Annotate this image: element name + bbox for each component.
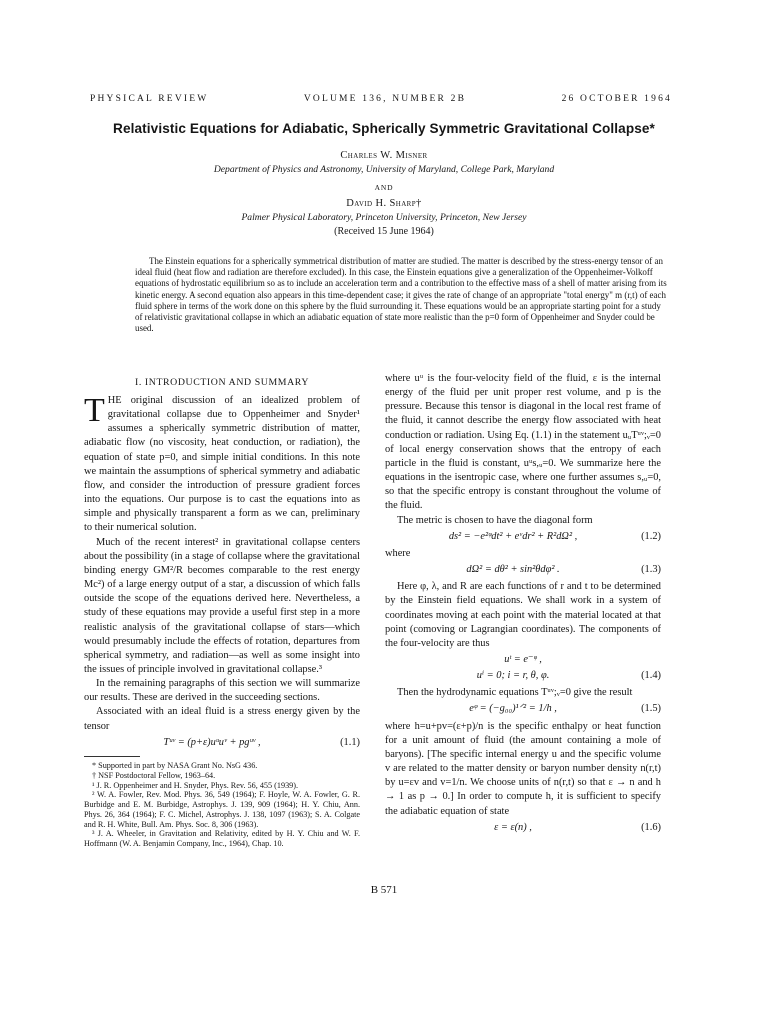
received-date: (Received 15 June 1964)	[334, 226, 434, 237]
abstract-text: The Einstein equations for a spherically symmetrical distribution of matter are studied. The matter is described by the stress-energy tensor of an ideal fluid (heat flow and radiation are therefore excluded). In this case, the Einstein equations give a generalization of the Oppenheimer-Volkoff equations of hydrostatic equilibrium so as to include an acceleration term and a contribution to the effective mass of a shell of matter arising from its kinetic energy. A second equation also appears in this time-dependent case; it gives the rate of change of an appropriate "total energy" m (r,t) of each fluid sphere in terms of the work done on this sphere by the fluid surrounding it. These equations would be an appropriate starting point for a study of relativistic gravitational collapse in which an adiabatic equation of state more realistic than the p=0 form of Oppenheimer and Snyder could be used.	[135, 256, 667, 334]
footnote: ² W. A. Fowler, Rev. Mod. Phys. 36, 549 (1964); F. Hoyle, W. A. Fowler, G. R. Burbidge and E. M. Burbidge, Astrophys. J. 139, 909 (1964); H. Y. Chiu, Ann. Phys. 26, 364 (1964); F. C. Michel, Astrophys. J. 138, 1097 (1963); S. A. Colgate and R. H. White, Bull. Am. Phys. Soc. 8, 306 (1963).	[84, 790, 360, 829]
equation-1-6-body: ε = ε(n) ,	[494, 821, 532, 833]
author-1: Charles W. Misner	[340, 150, 428, 161]
journal-name: PHYSICAL REVIEW	[90, 94, 209, 104]
abstract	[135, 256, 669, 334]
footnotes	[84, 761, 360, 849]
intro-paragraph-1	[84, 394, 360, 536]
intro-paragraph-2: Much of the recent interest² in gravitational collapse centers about the possibility (in a stage of collapse where the gravitational binding energy GM²/R becomes comparable to the rest energy Mc²) of a large energy output of a star, a discussion of which falls outside the scope of the equations derived here. Nevertheless, a study of these equations may provide a useful first step in a more realistic analysis of the gravitational collapse of stars—which would presumably include the effects of rotation, departures from spherical symmetry, and radiation—as well as some insight into the issues of principle involved in gravitational collapse.³	[84, 536, 360, 675]
right-paragraph-5: where h=u+pv=(ε+p)/n is the specific enthalpy or heat function for a unit amount of fluid (the amount containing a mole of baryons). [The specific internal energy u and the specific volume v are related to the matter density or baryon number density n(r,t) by u=εv and v=1/n. We choose units of n(r,t) so that ε → n and h → 1 as p → 0.] In order to compute h, it is sufficient to specify the adiabatic equation of state	[385, 720, 661, 817]
equation-1-4-number: (1.4)	[641, 670, 661, 682]
equation-1-4	[385, 669, 661, 683]
equation-1-4b-body: uⁱ = 0; i = r, θ, φ.	[476, 670, 550, 682]
equation-1-3	[385, 563, 661, 577]
right-paragraph-3: Here φ, λ, and R are each functions of r and t to be determined by the Einstein field equations. We shall work in a system of coordinates moving at each point with the material located at that point (comoving or Lagrangian coordinates). The components of the four-velocity are thus	[385, 581, 661, 649]
running-head	[90, 94, 672, 104]
intro-paragraph-3: In the remaining paragraphs of this section we will summarize our results. These are derived in the succeeding sections.	[84, 678, 360, 704]
equation-1-5	[385, 702, 661, 716]
equation-1-4a	[385, 653, 661, 667]
issue-date: 26 OCTOBER 1964	[561, 94, 672, 104]
equation-1-5-number: (1.5)	[641, 703, 661, 715]
affiliation-2: Palmer Physical Laboratory, Princeton University, Princeton, New Jersey	[241, 212, 527, 223]
equation-1-6	[385, 821, 661, 835]
equation-1-1	[84, 736, 360, 750]
drop-cap: T	[84, 392, 105, 429]
equation-1-1-body: Tᵘᵛ = (p+ε)uᵘuᵛ + pgᵘᵛ ,	[163, 736, 261, 748]
page-number: B 571	[370, 884, 398, 896]
footnote: † NSF Postdoctoral Fellow, 1963–64.	[92, 770, 216, 780]
volume-number: VOLUME 136, NUMBER 2B	[303, 94, 467, 104]
paper-title: Relativistic Equations for Adiabatic, Spherically Symmetric Gravitational Collapse*	[113, 121, 655, 136]
right-paragraph-2: The metric is chosen to have the diagonal form	[397, 514, 593, 526]
equation-1-1-number: (1.1)	[340, 736, 360, 748]
equation-1-4a-body: uᵗ = e⁻ᵠ ,	[504, 653, 542, 665]
equation-1-2-number: (1.2)	[641, 530, 661, 542]
equation-1-6-number: (1.6)	[641, 821, 661, 833]
left-column	[84, 372, 360, 849]
footnote: ¹ J. R. Oppenheimer and H. Snyder, Phys. Rev. 56, 455 (1939).	[92, 780, 299, 790]
affiliation-1: Department of Physics and Astronomy, University of Maryland, College Park, Maryland	[213, 164, 555, 175]
footnote-rule	[84, 756, 140, 757]
section-heading: I. INTRODUCTION AND SUMMARY	[134, 377, 310, 388]
right-column	[385, 372, 661, 838]
where-label: where	[385, 547, 411, 559]
equation-1-3-body: dΩ² = dθ² + sin²θdφ² .	[466, 564, 560, 576]
equation-1-3-number: (1.3)	[641, 564, 661, 576]
equation-1-2	[385, 530, 661, 544]
author-2: David H. Sharp†	[346, 198, 422, 209]
equation-1-2-body: ds² = −e²ᵠdt² + eᵛdr² + R²dΩ² ,	[448, 530, 578, 542]
footnote: ³ J. A. Wheeler, in Gravitation and Relativity, edited by H. Y. Chiu and W. F. Hoffmann (W. A. Benjamin Company, Inc., 1964), Chap. 10.	[84, 829, 360, 849]
footnote: * Supported in part by NASA Grant No. NsG 436.	[92, 760, 258, 770]
right-paragraph-1: where uᵘ is the four-velocity field of the fluid, ε is the internal energy of the fluid per unit proper rest volume, and p is the pressure. Because this tensor is diagonal in the local rest frame of the fluid, it cannot describe the energy flow associated with heat conduction or radiation. Using Eq. (1.1) in the statement uᵤTᵘᵛ;ᵥ=0 of local energy conservation shows that the entropy of each particle in the fluid is constant, uᵘs,ᵤ=0. We summarize here the equations in the isentropic case, where one further assumes s,ᵤ=0, so that the specific entropy is constant throughout the volume of the fluid.	[385, 373, 661, 512]
intro-paragraph-1-text: HE original discussion of an idealized problem of gravitational collapse due to Oppenheimer and Snyder¹ assumes a spherically symmetric distribution of matter, adiabatic flow (no viscosity, heat conduction, or radiation), the equation of state p=0, and simple initial conditions. In this note we maintain the assumptions of spherical symmetry and adiabatic flow, and consider the introduction of pressure gradient forces into the equations. Our purpose is to cast the equations into as simple and physically transparent a form as we can, preliminary to their numerical solution.	[84, 395, 360, 534]
right-paragraph-4: Then the hydrodynamic equations Tᵘᵛ;ᵥ=0 give the result	[397, 687, 633, 699]
and-separator: AND	[374, 183, 394, 192]
intro-paragraph-4: Associated with an ideal fluid is a stress energy given by the tensor	[84, 706, 360, 732]
equation-1-5-body: eᵠ = (−g₀₀)¹ᐟ² = 1/h ,	[469, 703, 557, 715]
